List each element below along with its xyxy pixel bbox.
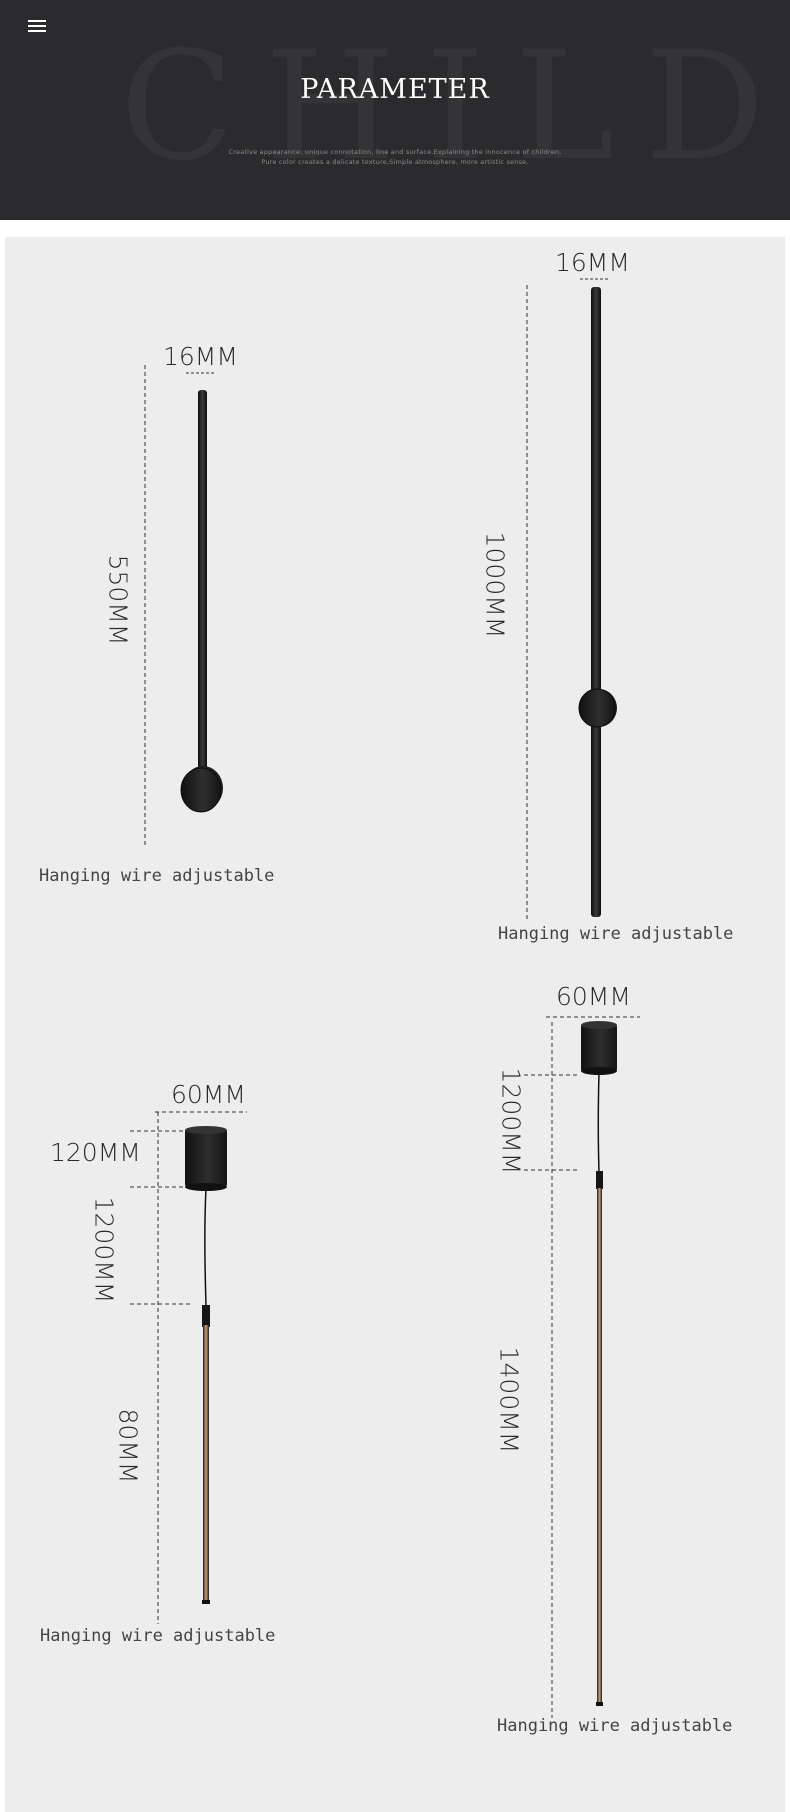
wall-lamp-550-drawing (145, 365, 223, 845)
banner-subtitle-line-2: Pure color creates a delicate texture,Simple atmosphere, more artistic sense. (261, 158, 529, 166)
p3-width-label: 60MM (171, 1080, 246, 1109)
p1-width-label: 16MM (163, 342, 238, 371)
p4-length-label: 1400MM (494, 1346, 524, 1454)
p2-caption: Hanging wire adjustable (498, 924, 734, 944)
p1-caption: Hanging wire adjustable (39, 866, 275, 886)
p3-caption: Hanging wire adjustable (40, 1626, 276, 1646)
banner-subtitle-line-1: Creative appearance, unique connotation, line and surface,Explaining the innocence of children, (228, 148, 562, 156)
pendant-1400-drawing (524, 1017, 640, 1718)
wall-lamp-1000-drawing (527, 279, 617, 922)
p3-canopy-label: 120MM (50, 1138, 141, 1167)
p2-width-label: 16MM (555, 248, 630, 277)
p2-length-label: 1000MM (480, 531, 510, 639)
pendant-80-drawing (130, 1112, 247, 1624)
p4-caption: Hanging wire adjustable (497, 1716, 733, 1736)
p4-wire-label: 1200MM (496, 1067, 526, 1175)
p1-length-label: 550MM (103, 554, 133, 646)
page-title: PARAMETER (300, 74, 490, 105)
p3-wire-label: 1200MM (89, 1196, 119, 1304)
p4-width-label: 60MM (556, 982, 631, 1011)
p3-length-label: 80MM (113, 1408, 143, 1484)
